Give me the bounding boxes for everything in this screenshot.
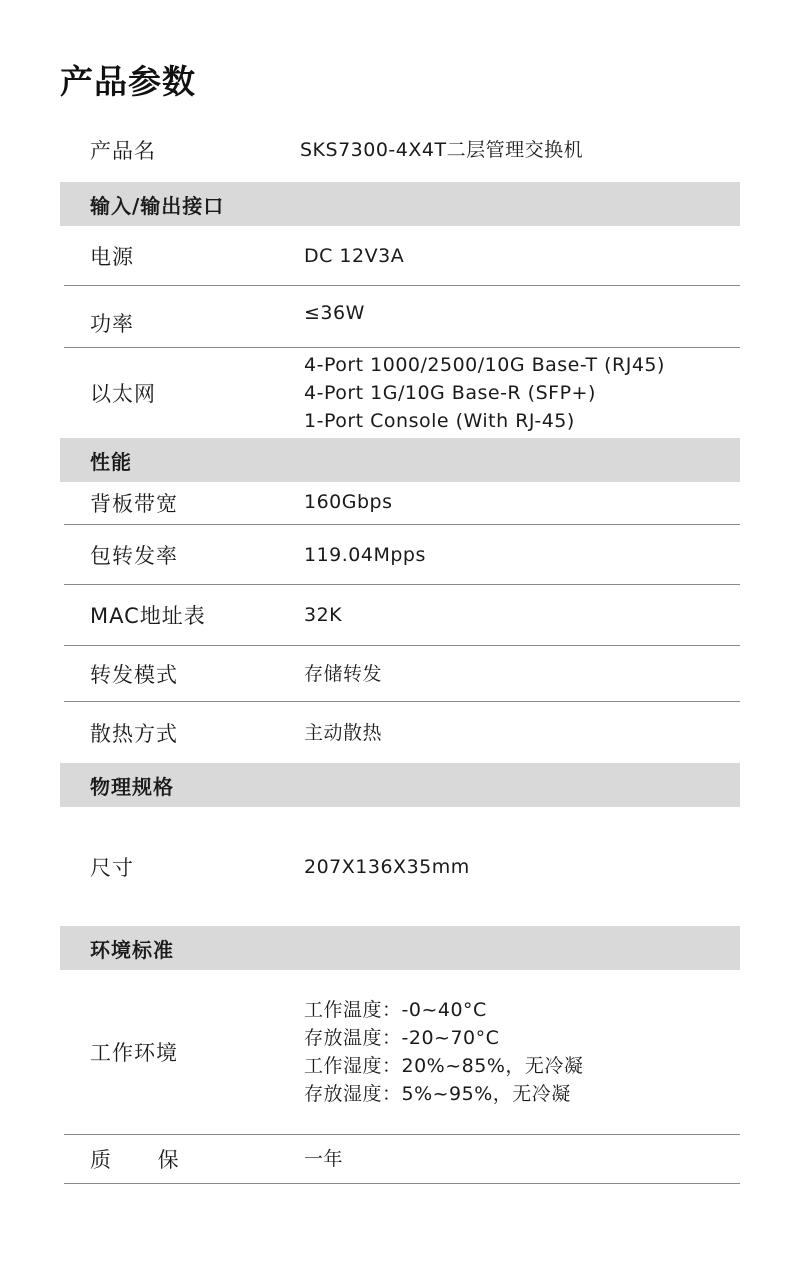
- section-header-physical: 物理规格: [60, 763, 740, 807]
- page-title: 产品参数: [60, 62, 196, 101]
- section-header-io: 输入/输出接口: [60, 182, 740, 226]
- spec-row-forward-mode: [64, 646, 740, 702]
- spec-value: 160Gbps: [304, 491, 393, 513]
- spec-value: SKS7300-4X4T二层管理交换机: [300, 139, 584, 161]
- spec-label: 电源: [90, 244, 134, 269]
- ethernet-line: 1-Port Console (With RJ-45): [304, 410, 575, 432]
- spec-label: 产品名: [90, 139, 156, 163]
- spec-row-size: [64, 807, 740, 926]
- spec-value: ≤36W: [304, 301, 365, 324]
- section-header-environment: 环境标准: [60, 926, 740, 970]
- spec-value: 32K: [304, 604, 343, 626]
- spec-row-backplane: [64, 482, 740, 525]
- spec-value: 207X136X35mm: [304, 855, 470, 878]
- spec-value: 一年: [304, 1148, 344, 1170]
- spec-row-ethernet: [64, 348, 740, 438]
- spec-label: 包转发率: [90, 543, 178, 568]
- spec-row-product: [60, 118, 740, 182]
- spec-label: 背板带宽: [90, 492, 178, 516]
- environment-line: 存放湿度：5%~95%，无冷凝: [304, 1083, 571, 1105]
- environment-line: 工作温度：-0~40°C: [304, 999, 487, 1021]
- spec-label: 以太网: [90, 382, 156, 406]
- spec-label: 转发模式: [90, 662, 178, 687]
- spec-label: 散热方式: [90, 721, 178, 746]
- environment-line: 工作湿度：20%~85%，无冷凝: [304, 1055, 584, 1077]
- spec-value-multiline: [304, 351, 740, 435]
- spec-label: MAC地址表: [90, 604, 206, 628]
- spec-row-warranty: [64, 1135, 740, 1184]
- section-header-performance: 性能: [60, 438, 740, 482]
- spec-table: [60, 118, 740, 1184]
- spec-label: 尺寸: [90, 855, 134, 880]
- ethernet-line: 4-Port 1G/10G Base-R (SFP+): [304, 382, 596, 404]
- spec-value: 主动散热: [304, 721, 383, 744]
- spec-value: 119.04Mpps: [304, 543, 426, 566]
- spec-row-environment: [64, 970, 740, 1135]
- environment-line: 存放温度：-20~70°C: [304, 1027, 500, 1049]
- spec-value-multiline: [304, 996, 740, 1108]
- spec-value: DC 12V3A: [304, 244, 405, 267]
- spec-label: 功率: [90, 311, 134, 336]
- spec-label: 工作环境: [90, 1041, 178, 1065]
- spec-row-cooling: [64, 702, 740, 763]
- spec-row-mac-table: [64, 585, 740, 646]
- ethernet-line: 4-Port 1000/2500/10G Base-T (RJ45): [304, 354, 665, 376]
- spec-label: 质 保: [90, 1148, 180, 1172]
- spec-value: 存储转发: [304, 662, 383, 685]
- spec-row-forwarding-rate: [64, 525, 740, 585]
- spec-row-wattage: [64, 286, 740, 348]
- spec-row-power: [64, 226, 740, 286]
